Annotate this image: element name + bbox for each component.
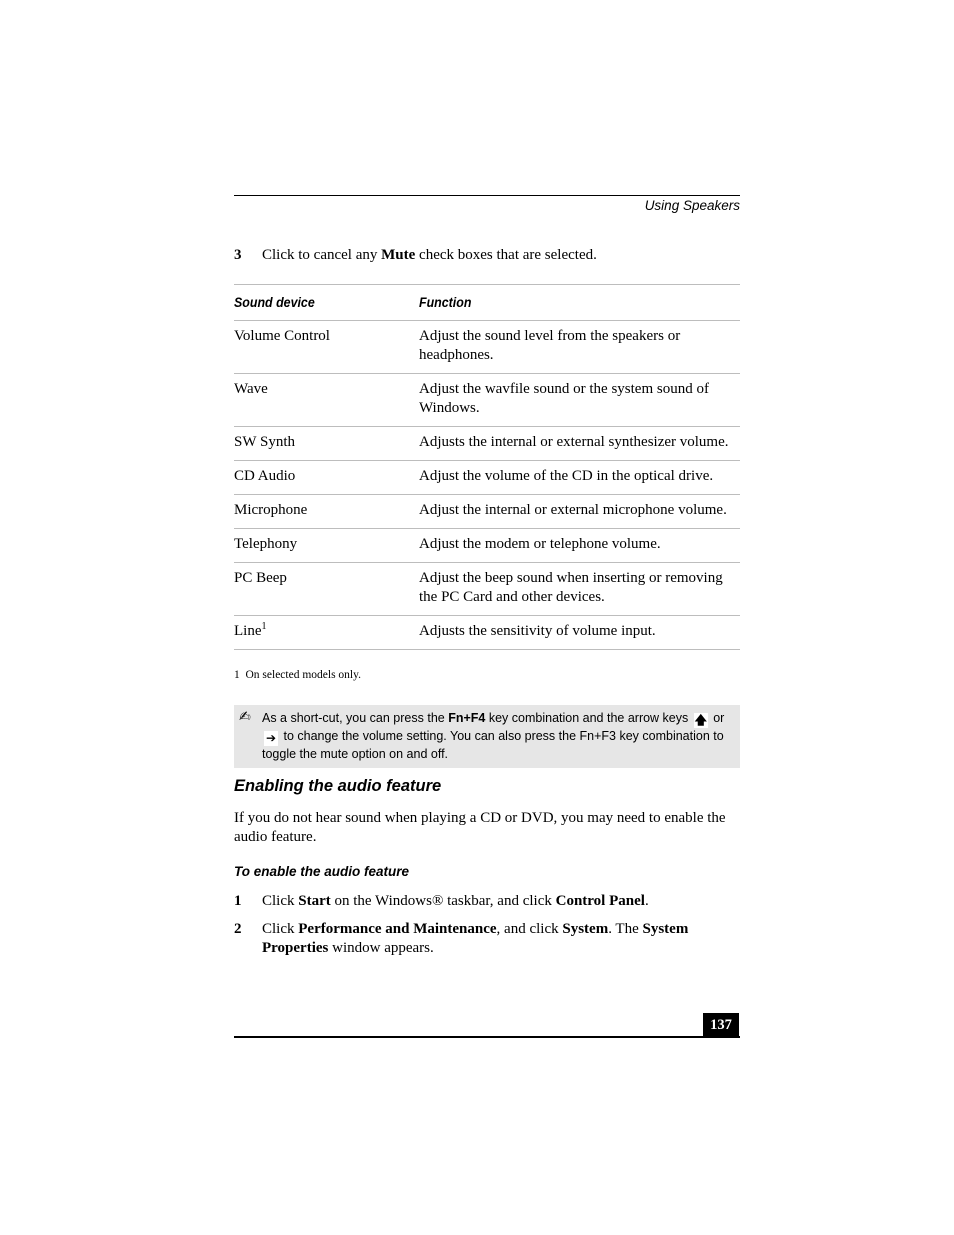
running-header: Using Speakers [644,198,740,213]
right-arrow-key-icon: ➔ [265,731,277,745]
step-text: Click Start on the Windows® taskbar, and click Control Panel. [262,893,649,909]
table-row [234,427,740,461]
step-3 [234,246,740,265]
up-arrow-key-icon: 🡅 [694,713,707,727]
device-cell: Telephony [234,529,419,563]
section-heading: Enabling the audio feature [234,777,442,795]
table-header-row [234,285,740,321]
footer-rule [234,1036,740,1038]
table-row [234,495,740,529]
footnote-marker: 1 [261,621,267,632]
device-cell: Wave [234,374,419,427]
page-number: 137 [703,1013,739,1037]
function-cell: Adjust the modem or telephone volume. [419,529,740,563]
step-number: 2 [234,921,242,937]
function-cell: Adjust the internal or external microphone volume. [419,495,740,529]
function-cell: Adjust the beep sound when inserting or removing the PC Card and other devices. [419,563,740,616]
table-row [234,616,740,650]
table-row [234,461,740,495]
section-intro: If you do not hear sound when playing a CD or DVD, you may need to enable the audio feature. [234,810,726,845]
key-combo: Fn+F4 [448,711,486,725]
step-number: 1 [234,893,242,909]
device-cell: PC Beep [234,563,419,616]
step-1 [234,892,740,911]
function-cell: Adjust the wavfile sound or the system sound of Windows. [419,374,740,427]
column-header-sound-device: Sound device [234,285,404,321]
function-cell: Adjust the volume of the CD in the optical drive. [419,461,740,495]
function-cell: Adjusts the internal or external synthesizer volume. [419,427,740,461]
device-cell: CD Audio [234,461,419,495]
table-row [234,529,740,563]
step-text: Click Performance and Maintenance, and click System. The System Properties window appears. [262,921,689,956]
step-text: Click to cancel any Mute check boxes that are selected. [262,247,597,263]
step-2 [234,920,740,958]
tip-note-box [234,705,740,768]
device-cell: Line$^1$ [234,616,419,650]
function-cell: Adjusts the sensitivity of volume input. [419,616,740,650]
table-footnote: 1 On selected models only. [234,669,362,681]
device-cell: SW Synth [234,427,419,461]
step-number: 3 [234,247,242,263]
pen-note-icon: ✍ [239,709,251,725]
table-row [234,321,740,374]
column-header-function: Function [419,285,714,321]
tip-note-text: As a short-cut, you can press the Fn+F4 key combination and the arrow keys 🡅 or ➔ to change the volume setting. You can also press the Fn+F3 key combination to toggle the mute option on and off. [262,711,725,761]
sound-device-table [234,284,740,650]
table-row [234,374,740,427]
procedure-heading: To enable the audio feature [234,864,410,879]
function-cell: Adjust the sound level from the speakers or headphones. [419,321,740,374]
table-row [234,563,740,616]
device-cell: Microphone [234,495,419,529]
header-rule [234,195,740,196]
device-cell: Volume Control [234,321,419,374]
